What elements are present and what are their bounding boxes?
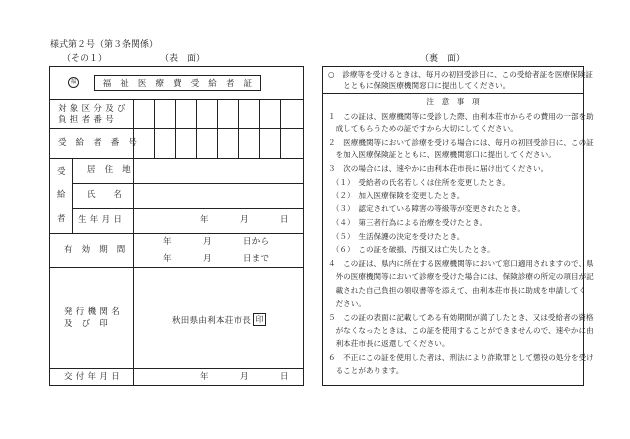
note-line: （２） 加入医療保険を変更したとき。 — [328, 191, 465, 200]
note-line: （６） この証を破損、汚損又は亡失したとき。 — [328, 245, 495, 254]
certificate-title: 福 祉 医 療 費 受 給 者 証 — [102, 79, 253, 89]
validity-to-day: 日まで — [243, 254, 270, 264]
issuer-name: 秋田県由利本荘市長 — [172, 316, 252, 326]
side-label-sha: 者 — [57, 214, 66, 224]
note-line: １ この証は、医療機関等に受診した際、由利本荘市からその費用の一部を助 — [328, 112, 594, 121]
issuer-label-1: 発 行 機 関 名 — [64, 307, 121, 317]
birth-year-unit: 年 — [200, 215, 209, 225]
birth-date-label: 生 年 月 日 — [78, 215, 123, 225]
name-label: 氏 名 — [87, 190, 123, 200]
subject-category-label-2: 負 担 者 番 号 — [58, 115, 115, 125]
note-line: （５） 生活保護の決定を受けたとき。 — [328, 232, 465, 241]
address-label: 居 住 地 — [87, 165, 132, 175]
validity-to-year: 年 — [163, 254, 172, 264]
title-box — [94, 75, 261, 91]
note-line: 成してもらうための証ですから大切にしてください。 — [328, 124, 518, 133]
issue-month-unit: 月 — [240, 372, 249, 382]
front-side-table — [49, 66, 304, 386]
official-seal-box: 印 — [253, 313, 266, 326]
note-line: ６ 不正にこの証を使用した者は、刑法により詐欺罪として懲役の処分を受け — [328, 353, 594, 362]
birth-month-unit: 月 — [240, 215, 249, 225]
validity-from-day: 日から — [243, 237, 270, 247]
back-side-label: （裏 面） — [420, 54, 466, 64]
back-side-notes — [322, 66, 594, 386]
issue-date-label: 交 付 年 月 日 — [64, 372, 121, 382]
note-line: ださい。 — [328, 299, 366, 308]
note-line: ４ この証は、県内に所在する医療機関等において窓口適用されますので、県 — [328, 259, 594, 268]
note-line: 外の医療機関等において診療を受けた場合には、保険診療の所定の項目が記 — [328, 272, 594, 281]
notes-heading: 注 意 事 項 — [426, 97, 480, 106]
note-line: 利本荘市長に返還してください。 — [328, 339, 450, 348]
subject-category-label-1: 対 象 区 分 及 び — [58, 104, 126, 114]
fuku-seal-mark: 福 — [68, 77, 79, 88]
side-label-ju: 受 — [57, 167, 66, 177]
side-label-kyu: 給 — [57, 190, 66, 200]
validity-label: 有 効 期 間 — [64, 245, 126, 255]
issuer-label-2: 及 び 印 — [64, 319, 109, 329]
note-line: ３ 次の場合には、速やかに由利本荘市長に届け出てください。 — [328, 164, 549, 173]
issue-year-unit: 年 — [200, 372, 209, 382]
part-label: （その１） — [62, 54, 108, 64]
note-line: がなくなったときは、この証を使用することができませんので、速やかに由 — [328, 326, 594, 335]
note-line: ５ この証の表面に記載してある有効期間が満了したとき、又は受給者の資格 — [328, 313, 594, 322]
note-line: （１） 受給者の氏名若しくは住所を変更したとき。 — [328, 178, 510, 187]
note-line: を加入医療保険証とともに、医療機関窓口に提出してください。 — [328, 150, 556, 159]
form-number: 様式第２号（第３条関係） — [50, 40, 159, 50]
issue-day-unit: 日 — [280, 372, 289, 382]
recipient-number-label: 受 給 者 番 号 — [58, 138, 138, 148]
validity-to-month: 月 — [203, 254, 212, 264]
birth-day-unit: 日 — [280, 215, 289, 225]
note-line: （３） 認定されている障害の等級等が変更されたとき。 — [328, 204, 526, 213]
note-line: ２ 医療機関等において診療を受ける場合には、毎月の初回受診日に、この証 — [328, 138, 594, 147]
note-line: ることがあります。 — [328, 366, 404, 375]
front-side-label: （表 面） — [160, 54, 206, 64]
validity-from-month: 月 — [203, 237, 212, 247]
note-line: （４） 第三者行為による治療を受けたとき。 — [328, 218, 488, 227]
note-line: 載された自己負担の領収書等を添えて、由利本荘市長に助成を申請してく — [328, 286, 587, 295]
intro-line-1: ○ 診療等を受けるときは、毎月の初回受診日に、この受給者証を医療保険証 — [328, 70, 593, 79]
validity-from-year: 年 — [163, 237, 172, 247]
intro-line-2: とともに保険医療機関窓口に提出してください。 — [328, 81, 511, 90]
